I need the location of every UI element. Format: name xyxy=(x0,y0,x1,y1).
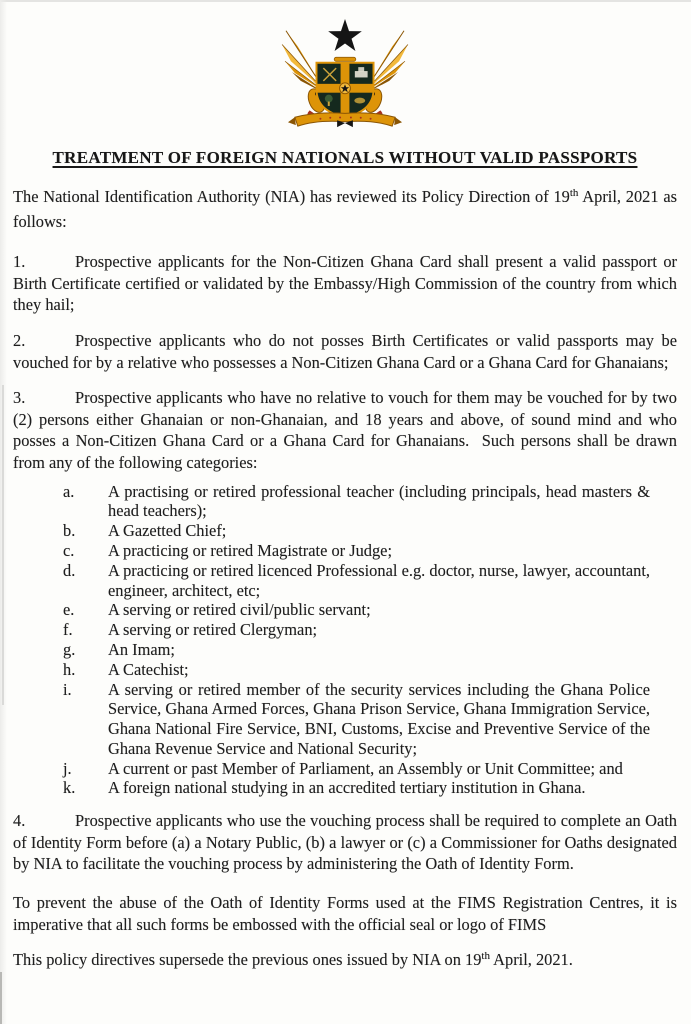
closing-paragraph: This policy directives supersede the previous ones issued by NIA on 19th April, 2021. xyxy=(13,950,573,970)
category-item-g: g. An Imam; xyxy=(63,639,175,659)
ordinal-suffix: th xyxy=(569,187,579,199)
item-number: 4. xyxy=(13,811,26,831)
category-item-d: d. A practicing or retired licenced Professional e.g. doctor, nurse, lawyer, accountant, engineer, architect, etc; xyxy=(63,560,650,600)
category-letter: e. xyxy=(63,600,75,620)
motto-ribbon xyxy=(288,113,402,127)
black-star xyxy=(328,19,362,51)
category-letter: d. xyxy=(63,560,76,580)
category-item-f: f. A serving or retired Clergyman; xyxy=(63,620,318,640)
category-letter: a. xyxy=(63,481,75,501)
category-letter: b. xyxy=(63,521,76,541)
item-number: 1. xyxy=(13,252,26,272)
shield xyxy=(316,63,373,118)
ghana-coat-of-arms xyxy=(13,0,677,134)
scan-artifact-corner xyxy=(0,972,2,1024)
category-letter: g. xyxy=(63,639,76,659)
policy-item-4: 4. Prospective applicants who use the vouching process shall be required to complete an Oath of Identity Form before (a) a Notary Public, (b) a lawyer or (c) a Commissioner for Oaths designated by NIA to facilitate the vouching process by administering the Oath of Identity Form. xyxy=(13,811,677,874)
category-item-k: k. A foreign national studying in an accredited tertiary institution in Ghana. xyxy=(63,778,586,798)
category-item-b: b. A Gazetted Chief; xyxy=(63,521,227,541)
intro-paragraph: The National Identification Authority (NIA) has reviewed its Policy Direction of 19th April, 2021 as follows: xyxy=(13,187,677,231)
category-item-j: j. A current or past Member of Parliament, an Assembly or Unit Committee; and xyxy=(63,758,623,778)
category-item-h: h. A Catechist; xyxy=(63,659,189,679)
ordinal-suffix: th xyxy=(481,950,490,963)
category-item-c: c. A practicing or retired Magistrate or Judge; xyxy=(63,540,393,560)
policy-item-3: 3. Prospective applicants who have no relative to vouch for them may be vouched for by two (2) persons either Ghanaian or non-Ghanaian, and 18 years and above, of sound mind and who posses a Non-Citizen Ghana Card or a Ghana Card for Ghanaians. Such persons shall be drawn from any of the following categories: xyxy=(13,388,677,472)
category-item-a: a. A practising or retired professional teacher (including principals, head masters & head teachers); xyxy=(63,481,650,521)
fims-note-paragraph: To prevent the abuse of the Oath of Identity Forms used at the FIMS Registration Centres, it is imperative that all such forms be embossed with the official seal or logo of FIMS xyxy=(13,893,677,934)
category-letter: c. xyxy=(63,540,75,560)
page-title: TREATMENT OF FOREIGN NATIONALS WITHOUT VALID PASSPORTS xyxy=(52,148,638,167)
category-letter: k. xyxy=(63,778,76,798)
category-letter: f. xyxy=(63,620,73,640)
ghana-coat-of-arms-icon xyxy=(281,16,409,134)
category-item-e: e. A serving or retired civil/public servant; xyxy=(63,600,371,620)
category-item-i: i. A serving or retired member of the security services including the Ghana Police Service, Ghana Armed Forces, Ghana Prison Service, Ghana Immigration Service, Ghana National Fire Service, BNI, Customs, Excise and Preventive Service of the Ghana Revenue Service and National Security; xyxy=(63,679,650,758)
category-letter: j. xyxy=(63,758,72,778)
item-number: 2. xyxy=(13,330,26,350)
policy-item-1: 1. Prospective applicants for the Non-Citizen Ghana Card shall present a valid passport or Birth Certificate certified or validated by the Embassy/High Commission of the country from which they hail; xyxy=(13,252,677,315)
voucher-category-list xyxy=(63,482,677,799)
category-letter: h. xyxy=(63,659,76,679)
category-letter: i. xyxy=(63,679,72,699)
item-number: 3. xyxy=(13,388,26,408)
policy-item-2: 2. Prospective applicants who do not posses Birth Certificates or valid passports may be vouched for by a relative who possesses a Non-Citizen Ghana Card or a Ghana Card for Ghanaians; xyxy=(13,330,677,372)
